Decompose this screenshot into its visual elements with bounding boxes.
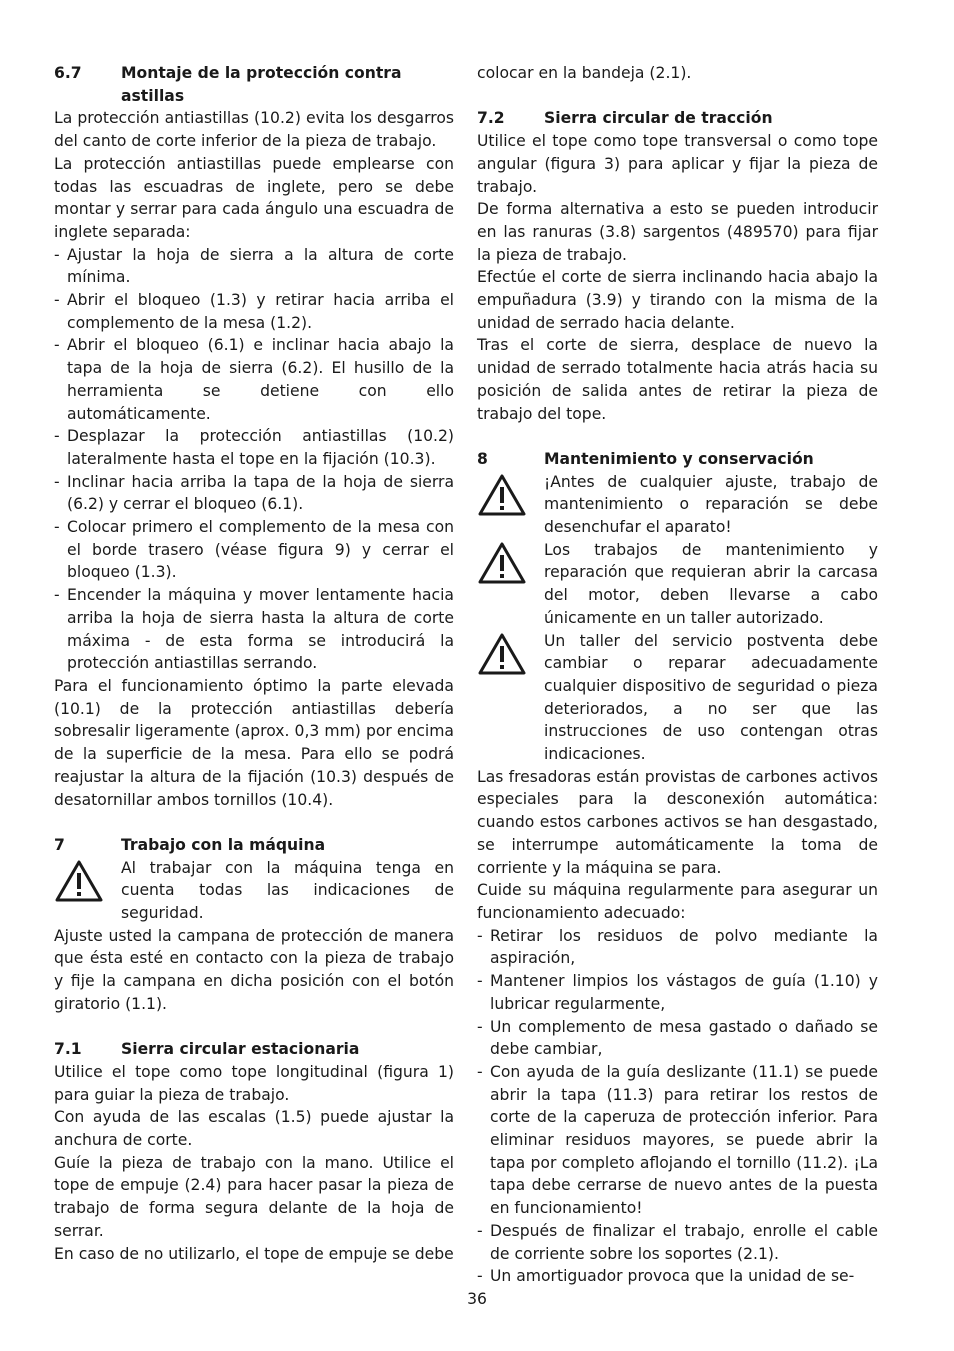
warning-triangle-icon — [54, 859, 104, 907]
section-number: 7.1 — [54, 1040, 82, 1059]
warning-text: ¡Antes de cualquier ajuste, trabajo de mantenimiento o reparación se debe desenchufar el aparato! — [544, 472, 878, 537]
section-heading-6-7 — [54, 62, 454, 107]
paragraph: Tras el corte de sierra, desplace de nuevo la unidad de serrado totalmente hacia atrás hacia su posición de salida antes de retirar la pieza de trabajo del tope. — [477, 336, 878, 423]
list-item: - Retirar los residuos de polvo mediante la aspiración, — [477, 925, 878, 970]
section-title: Montaje de la protección contra astillas — [121, 64, 402, 105]
section-title: Trabajo con la máquina — [121, 835, 326, 854]
section-heading-7-1 — [54, 1038, 454, 1061]
step-list — [54, 244, 454, 675]
paragraph: Utilice el tope como tope transversal o como tope angular (figura 3) para aplicar y fijar la pieza de trabajo. — [477, 132, 878, 196]
list-item: - Encender la máquina y mover lentamente hacia arriba la hoja de sierra hasta la altura de corte máxima - de esta forma se introducirá la protección antiastillas serrando. — [54, 584, 454, 675]
section-number: 7 — [54, 835, 65, 854]
warning-triangle-icon — [477, 471, 544, 539]
paragraph: Para el funcionamiento óptimo la parte elevada (10.1) de la protección antiastillas debería sobresalir ligeramente (aprox. 0,3 mm) por encima de la superficie de la mesa. Para ello se podrá reajustar la altura de la fijación (10.3) después de desatornillar ambos tornillos (10.4). — [54, 676, 454, 809]
list-item: - Un complemento de mesa gastado o dañado se debe cambiar, — [477, 1016, 878, 1061]
section-number: 8 — [477, 449, 488, 468]
list-item: - Colocar primero el complemento de la mesa con el borde trasero (véase figura 9) y cerrar el bloqueo (1.3). — [54, 516, 454, 584]
paragraph: De forma alternativa a esto se pueden introducir en las ranuras (3.8) sargentos (489570) para fijar la pieza de trabajo. — [477, 200, 878, 264]
page-number: 36 — [467, 1290, 487, 1308]
safety-warning — [477, 539, 878, 630]
paragraph: Las fresadoras están provistas de carbones activos especiales para la desconexión automática: cuando estos carbones activos se han desgastado, se interrumpe automáticamente la toma de corriente y la máquina se para. — [477, 767, 878, 877]
maintenance-list — [477, 925, 878, 1288]
section-heading-7 — [54, 834, 454, 857]
safety-warning — [54, 857, 454, 925]
list-item: - Inclinar hacia arriba la tapa de la hoja de sierra (6.2) y cerrar el bloqueo (6.1). — [54, 471, 454, 516]
paragraph: En caso de no utilizarlo, el tope de empuje se debe — [54, 1244, 454, 1263]
list-item: - Abrir el bloqueo (1.3) y retirar hacia arriba el complemento de la mesa (1.2). — [54, 289, 454, 334]
paragraph: Ajuste usted la campana de protección de manera que ésta esté en contacto con la pieza de trabajo y fije la campana en dicha posición con el botón giratorio (1.1). — [54, 926, 454, 1013]
safety-warning — [477, 471, 878, 539]
list-item: - Abrir el bloqueo (6.1) e inclinar hacia abajo la tapa de la hoja de sierra (6.2). El husillo de la herramienta se detiene con ello automáticamente. — [54, 334, 454, 425]
paragraph: Cuide su máquina regularmente para asegurar un funcionamiento adecuado: — [477, 881, 878, 922]
paragraph: Con ayuda de las escalas (1.5) puede ajustar la anchura de corte. — [54, 1108, 454, 1150]
section-title: Sierra circular de tracción — [544, 109, 773, 128]
section-heading-8 — [477, 448, 878, 471]
section-heading-7-2 — [477, 107, 878, 130]
list-item: - Desplazar la protección antiastillas (10.2) lateralmente hasta el tope en la fijación (10.3). — [54, 425, 454, 470]
paragraph: Guíe la pieza de trabajo con la mano. Utilice el tope de empuje (2.4) para hacer pasar la pieza de trabajo de forma segura delante de la hoja de serrar. — [54, 1153, 454, 1240]
section-number: 6.7 — [54, 64, 82, 82]
paragraph: Efectúe el corte de sierra inclinando hacia abajo la empuñadura (3.9) y tirando con la misma de la unidad de serrado hacia delante. — [477, 268, 878, 332]
paragraph: Utilice el tope como tope longitudinal (figura 1) para guiar la pieza de trabajo. — [54, 1062, 454, 1104]
list-item: - Un amortiguador provoca que la unidad de se- — [477, 1265, 878, 1288]
section-title: Sierra circular estacionaria — [121, 1040, 360, 1059]
list-item: - Ajustar la hoja de sierra a la altura de corte mínima. — [54, 244, 454, 289]
section-title: Mantenimiento y conservación — [544, 449, 814, 468]
warning-triangle-icon — [477, 539, 544, 630]
list-item: - Mantener limpios los vástagos de guía (1.10) y lubricar regularmente, — [477, 970, 878, 1015]
warning-text: Al trabajar con la máquina tenga en cuenta todas las indicaciones de seguridad. — [121, 858, 454, 922]
warning-text: Los trabajos de mantenimiento y reparación que requieran abrir la carcasa del motor, deben llevarse a cabo únicamente en un taller autorizado. — [544, 540, 878, 627]
list-item: - Después de finalizar el trabajo, enrolle el cable de corriente sobre los soportes (2.1). — [477, 1220, 878, 1265]
safety-warning — [477, 630, 878, 766]
paragraph: La protección antiastillas (10.2) evita los desgarros del canto de corte inferior de la pieza de trabajo. — [54, 109, 454, 151]
paragraph: La protección antiastillas puede emplearse con todas las escuadras de inglete, pero se debe montar y serrar para cada ángulo una escuadra de inglete separada: — [54, 154, 454, 241]
list-item: - Con ayuda de la guía deslizante (11.1) se puede abrir la tapa (11.3) para retirar los restos de corte de la caperuza de protección inferior. Para eliminar residuos mayores, se puede abrir la tapa por completo aflojando el tornillo (11.2). ¡La tapa debe cerrarse de nuevo antes de la puesta en funcionamiento! — [477, 1061, 878, 1220]
warning-text: Un taller del servicio postventa debe cambiar o reparar adecuadamente cualquier dispositivo de seguridad o pieza deteriorados, a no ser que las instrucciones de uso contengan otras indicaciones. — [544, 631, 878, 764]
left-column — [54, 62, 454, 1265]
right-column — [477, 62, 878, 1288]
paragraph-continuation: colocar en la bandeja (2.1). — [477, 64, 692, 82]
warning-triangle-icon — [477, 630, 544, 766]
section-number: 7.2 — [477, 109, 505, 128]
